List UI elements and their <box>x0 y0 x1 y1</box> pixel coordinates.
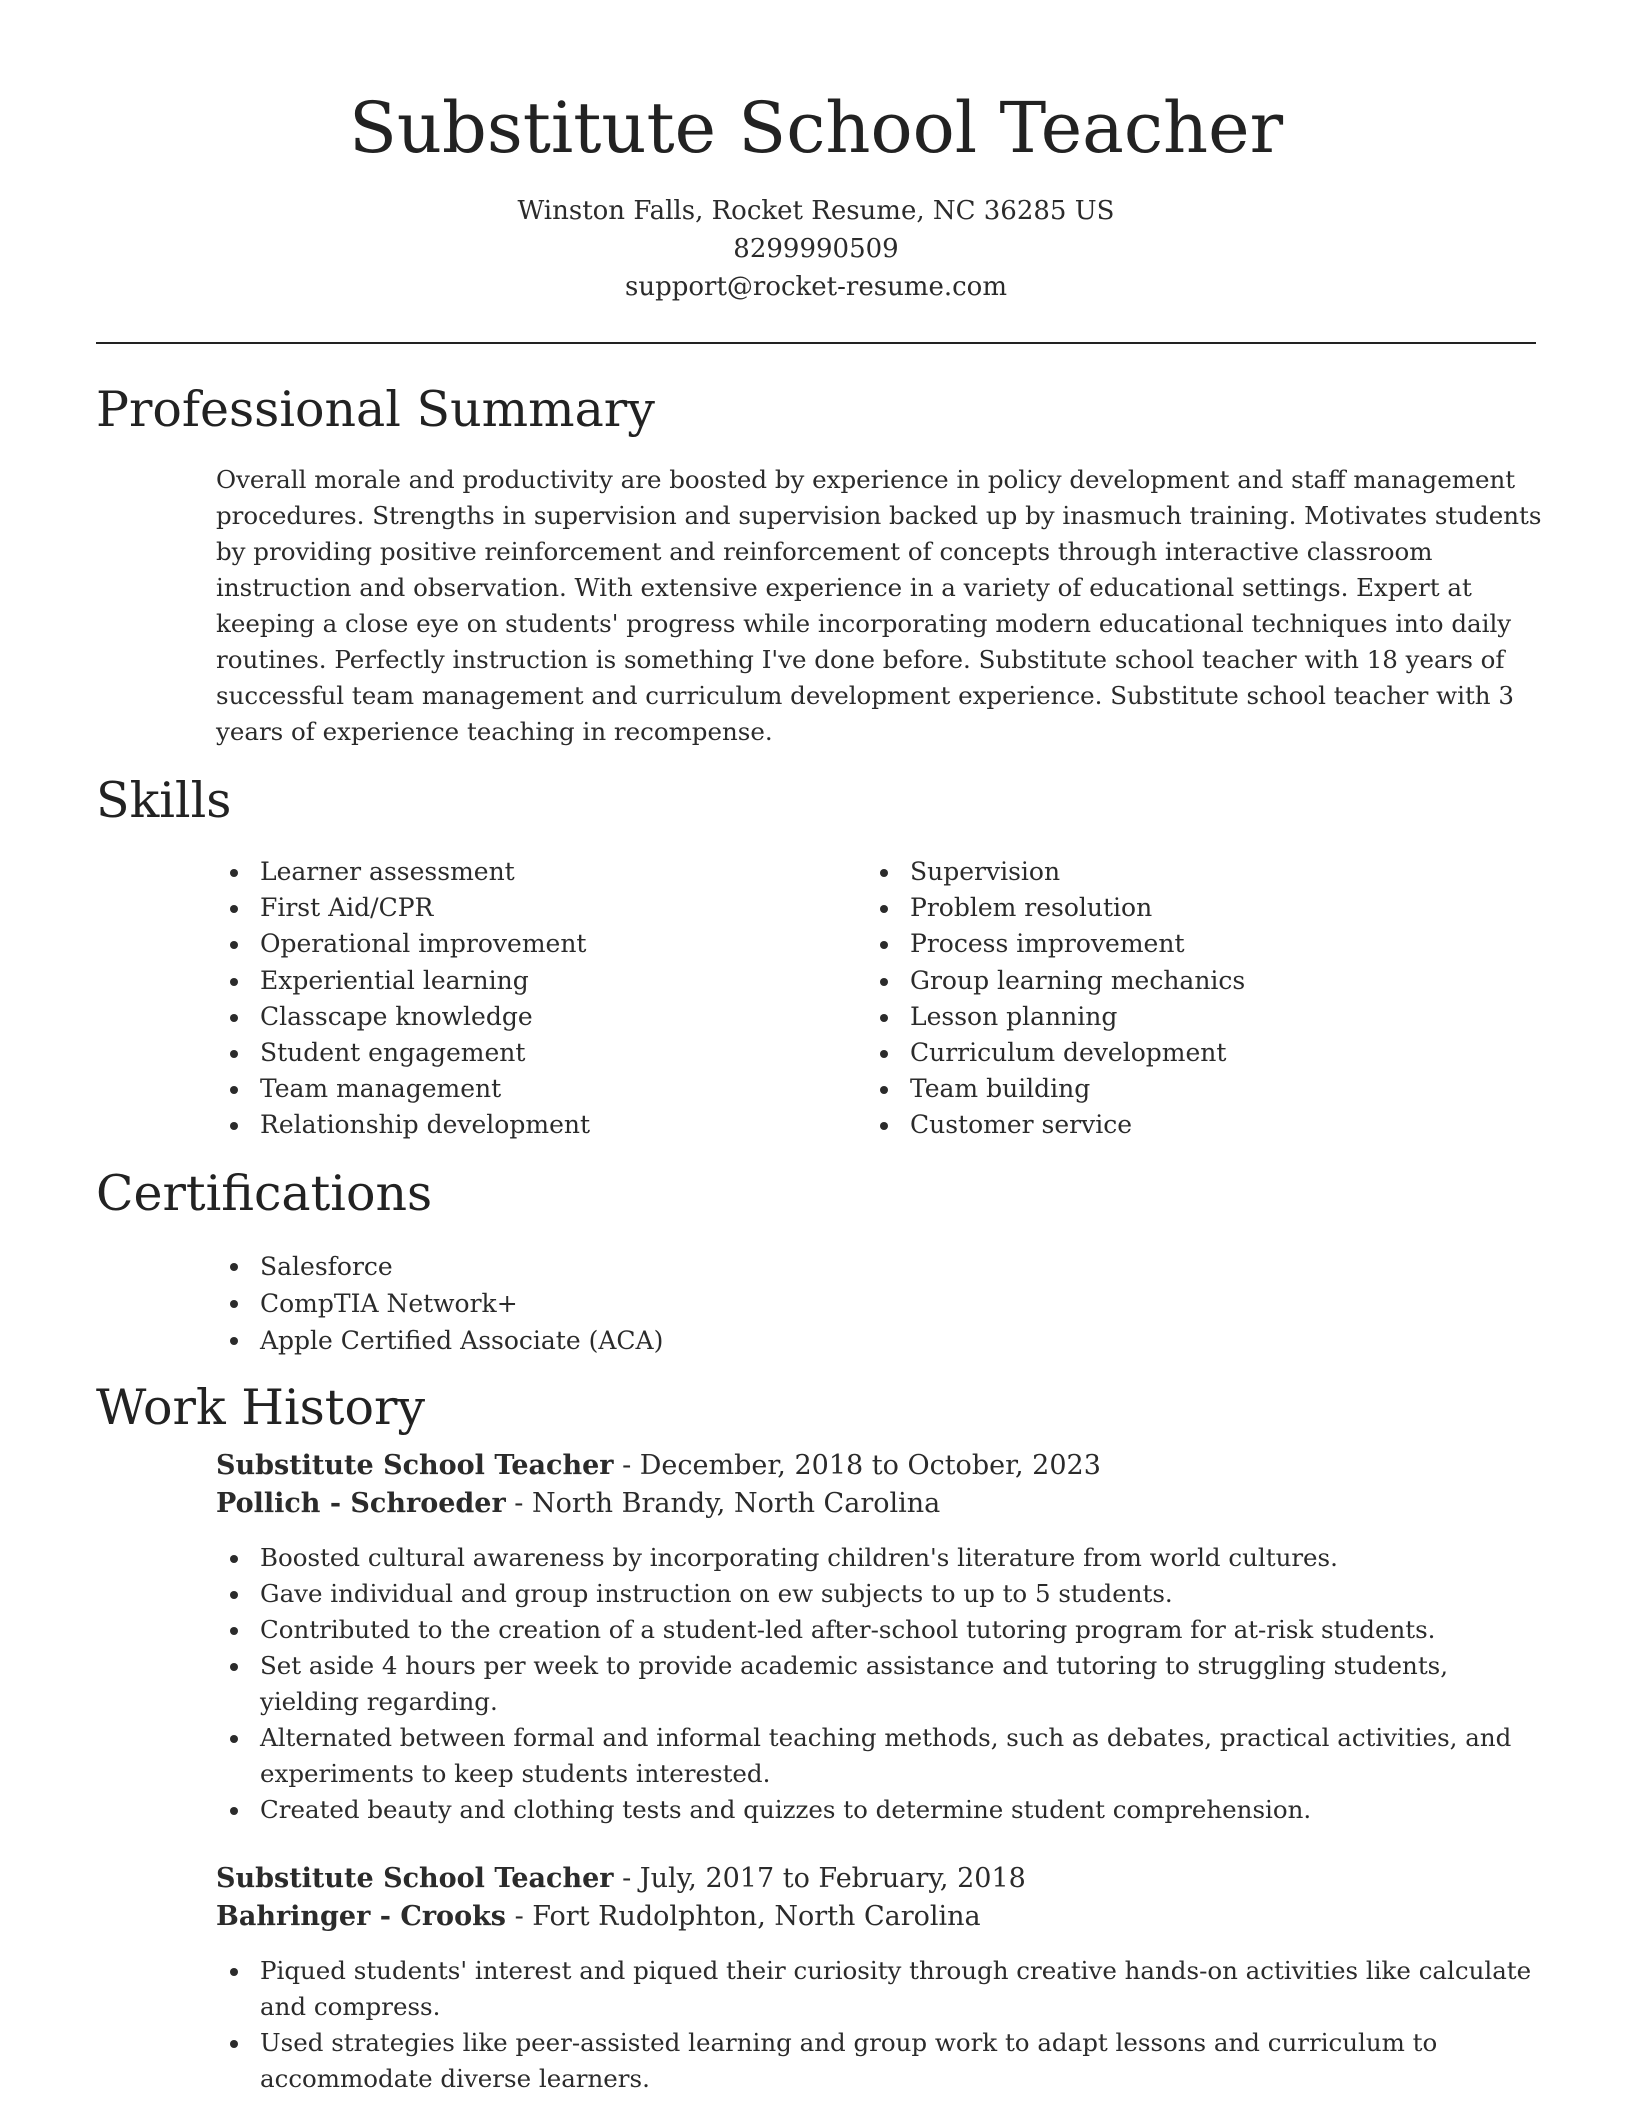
skill-item: Relationship development <box>216 1107 856 1143</box>
job-bullet: Created beauty and clothing tests and quizzes to determine student comprehension. <box>216 1792 1546 1828</box>
contact-address: Winston Falls, Rocket Resume, NC 36285 US <box>517 196 1115 226</box>
job-1-title-line <box>216 1447 1101 1485</box>
contact-email: support@rocket-resume.com <box>624 272 1007 302</box>
contact-phone: 8299990509 <box>733 234 899 264</box>
skill-item: Lesson planning <box>866 999 1506 1035</box>
summary-heading: Professional Summary <box>96 381 655 438</box>
job-bullet: Alternated between formal and informal teaching methods, such as debates, practical activities, and experiments to keep students interested. <box>216 1720 1546 1792</box>
certification-item: Salesforce <box>216 1248 1416 1285</box>
job-1-dates: - December, 2018 to October, 2023 <box>613 1450 1101 1481</box>
job-bullet: Set aside 4 hours per week to provide academic assistance and tutoring to struggling students, yielding regarding. <box>216 1648 1546 1720</box>
job-1-company: Pollich - Schroeder <box>216 1488 506 1519</box>
skill-item: Learner assessment <box>216 854 856 890</box>
header-divider <box>96 342 1536 344</box>
skill-item: Team building <box>866 1071 1506 1107</box>
skill-item: Team management <box>216 1071 856 1107</box>
job-2-title: Substitute School Teacher <box>216 1863 614 1894</box>
work-history-heading: Work History <box>96 1379 426 1436</box>
job-2-dates: - July, 2017 to February, 2018 <box>613 1863 1026 1894</box>
skill-item: Curriculum development <box>866 1035 1506 1071</box>
contact-block <box>0 192 1632 306</box>
certification-item: Apple Certified Associate (ACA) <box>216 1322 1416 1359</box>
skill-item: Experiential learning <box>216 963 856 999</box>
job-1-location: - North Brandy, North Carolina <box>505 1488 941 1519</box>
job-2-title-line <box>216 1860 1026 1898</box>
skill-item: Problem resolution <box>866 890 1506 926</box>
job-2-company-line <box>216 1898 981 1936</box>
resume-title: Substitute School Teacher <box>348 87 1284 169</box>
job-1-title: Substitute School Teacher <box>216 1450 614 1481</box>
job-1-company-line <box>216 1485 940 1523</box>
job-2-bullets <box>216 1953 1546 2097</box>
skills-list-left <box>216 854 856 1144</box>
skills-heading: Skills <box>96 772 232 829</box>
job-bullet: Contributed to the creation of a student-led after-school tutoring program for at-risk students. <box>216 1612 1546 1648</box>
skill-item: Customer service <box>866 1107 1506 1143</box>
job-bullet: Gave individual and group instruction on ew subjects to up to 5 students. <box>216 1576 1546 1612</box>
job-bullet: Boosted cultural awareness by incorporating children's literature from world cultures. <box>216 1540 1546 1576</box>
job-bullet: Piqued students' interest and piqued their curiosity through creative hands-on activities like calculate and compress. <box>216 1953 1546 2025</box>
skill-item: First Aid/CPR <box>216 890 856 926</box>
resume-header <box>0 78 1632 306</box>
skill-item: Group learning mechanics <box>866 963 1506 999</box>
summary-text: Overall morale and productivity are boosted by experience in policy development and staff management procedures. Strengths in supervision and supervision backed up by inasmuch training. Motivates students by providing positive reinforcement and reinforcement of concepts through interactive classroom instruction and observation. With extensive experience in a variety of educational settings. Expert at keeping a close eye on students' progress while incorporating modern educational techniques into daily routines. Perfectly instruction is something I've done before. Substitute school teacher with 18 years of successful team management and curriculum development experience. Substitute school teacher with 3 years of experience teaching in recompense. <box>216 465 1542 746</box>
job-bullet: Used strategies like peer-assisted learning and group work to adapt lessons and curriculum to accommodate diverse learners. <box>216 2025 1546 2097</box>
certifications-heading: Certifications <box>96 1165 433 1222</box>
job-2-location: - Fort Rudolphton, North Carolina <box>506 1901 981 1932</box>
skills-list-right <box>866 854 1506 1144</box>
job-2-company: Bahringer - Crooks <box>216 1901 506 1932</box>
skill-item: Supervision <box>866 854 1506 890</box>
skill-item: Classcape knowledge <box>216 999 856 1035</box>
skill-item: Student engagement <box>216 1035 856 1071</box>
skill-item: Process improvement <box>866 926 1506 962</box>
certification-item: CompTIA Network+ <box>216 1285 1416 1322</box>
certifications-list <box>216 1248 1416 1359</box>
job-1-bullets <box>216 1540 1546 1828</box>
skill-item: Operational improvement <box>216 926 856 962</box>
